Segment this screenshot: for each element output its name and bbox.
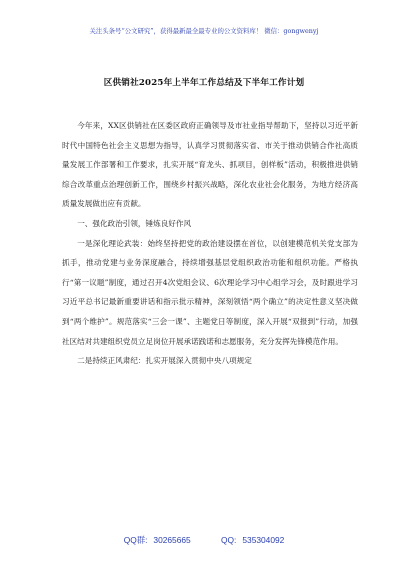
footer-qq-label: QQ:: [221, 535, 237, 545]
footer-contact: [0, 534, 408, 546]
footer-qq-group: [124, 534, 191, 546]
footer-qq-group-number: 30265665: [153, 535, 191, 545]
footer-qq-group-label: QQ群:: [123, 535, 148, 545]
paragraph-discipline: 二是持续正风肃纪：扎实开展深入贯彻中央八项规定: [77, 356, 252, 366]
footer-qq: [221, 535, 284, 545]
section-heading-1: 一、强化政治引领，锤炼良好作风: [77, 218, 192, 228]
paragraph-intro: 今年来，XX区供销社在区委区政府正确领导及市社业指导帮助下，坚持以习近平新时代中国特色社会主义思想为指导，认真学习贯彻落实省、市关于推动供销合作社高质量发展工作部署和工作要求，扎实开展“育龙头、抓项目，创样板”活动，积极推进供销综合改革重点治理创新工作，围绕乡村振兴战略，深化农业社会化服务，为地方经济高质量发展做出应有贡献。: [62, 121, 358, 209]
paragraph-theory: 一是深化理论武装：始终坚持把党的政治建设摆在首位，以创建模范机关党支部为抓手，推动党建与业务深度融合，持续增强基层党组织政治功能和组织功能。严格执行“第一议题”制度，通过召开4次党组会议、6次理论学习中心组学习会，及时跟进学习习近平总书记最新重要讲话和指示批示精神，深刻领悟“两个确立”的决定性意义坚决做到“两个维护”。规范落实“三会一课”、主题党日等制度，深入开展“双报到”行动，加强社区结对共建组织党员立足岗位开展承诺践诺和志愿服务，充分发挥先锋模范作用。: [62, 238, 358, 346]
document-body: [62, 116, 358, 371]
document-title: 区供销社2025年上半年工作总结及下半年工作计划: [103, 78, 305, 88]
header-promo-note: 关注头条号“公文研究”，获得最新最全最专业的公文资料库！ 微信：gongwenyj: [89, 27, 319, 35]
footer-qq-number: 535304092: [242, 535, 285, 545]
